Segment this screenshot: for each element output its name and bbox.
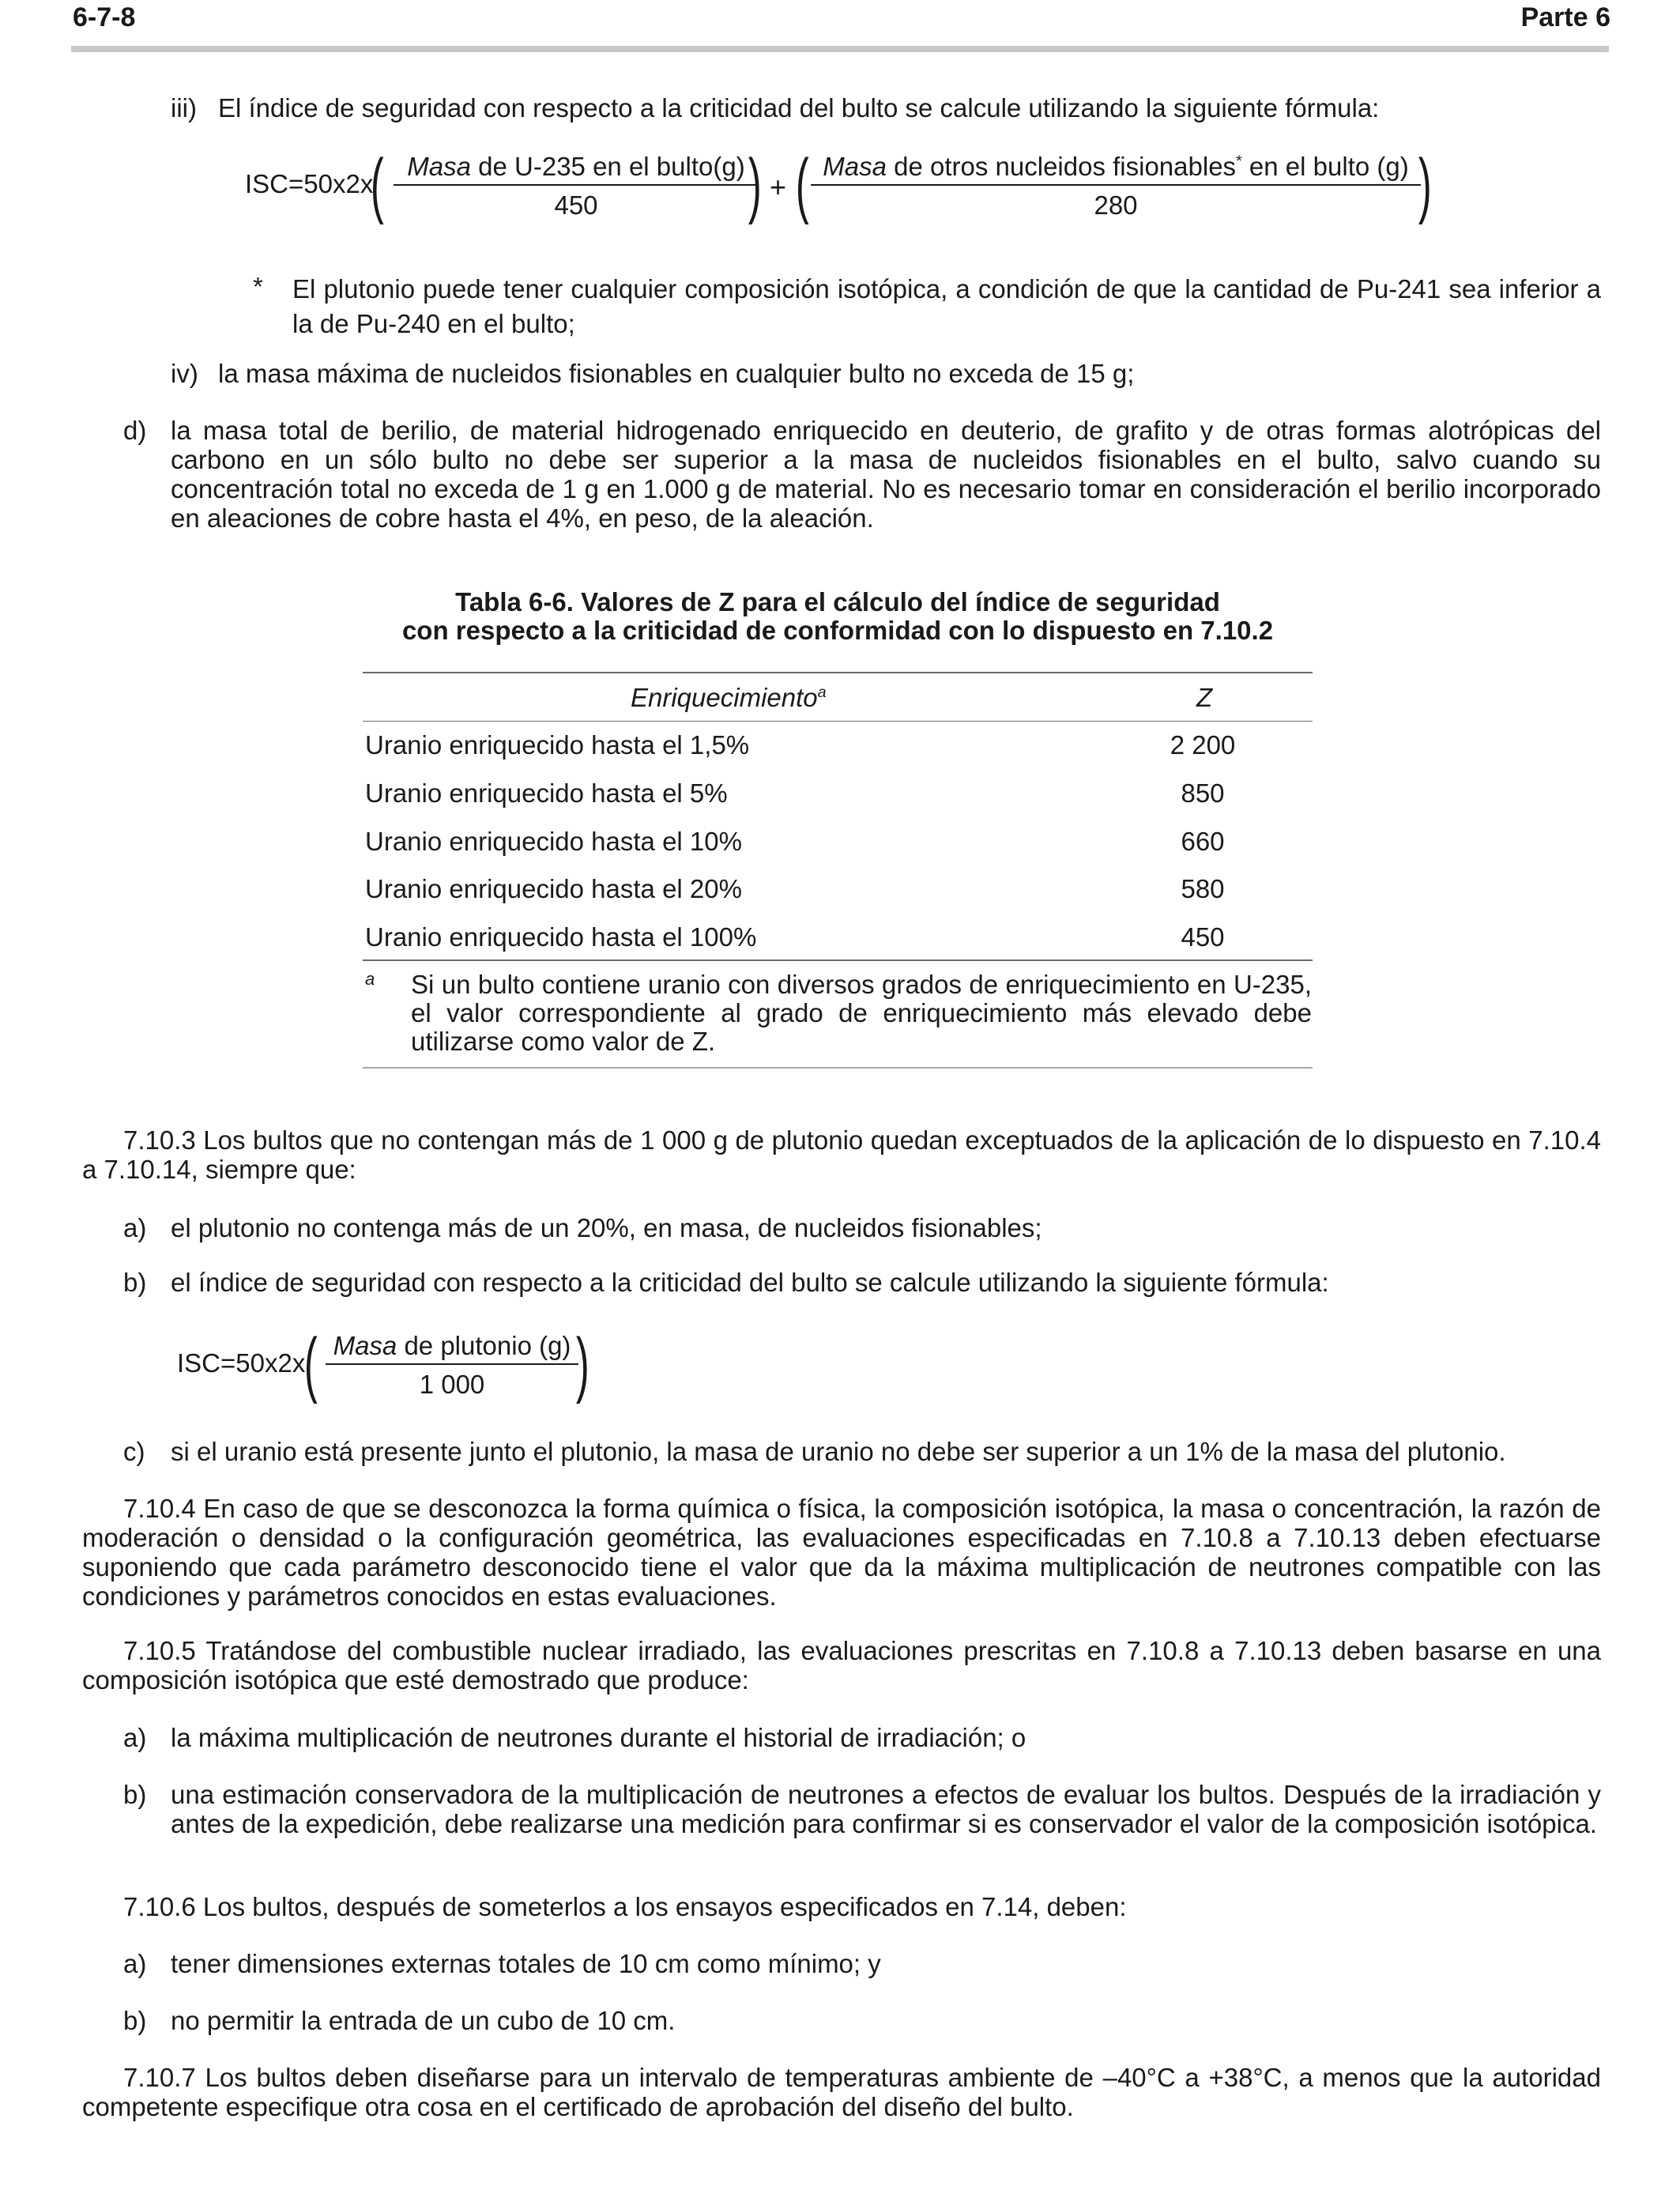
fraction-bar: [326, 1363, 578, 1365]
item-d-label: d): [123, 416, 147, 445]
table-row-z: 660: [1181, 827, 1225, 856]
masa-italic: Masa: [333, 1331, 397, 1360]
paragraph-7-10-3: 7.10.3 Los bultos que no contengan más de 1 000 g de plutonio quedan exceptuados de la aplicación de lo dispuesto en 7.10.4 a 7.10.14, siempre que:: [82, 1125, 1601, 1184]
table-note-mark: a: [365, 969, 375, 989]
table-note-text: Si un bulto contiene uranio con diversos grados de enriquecimiento en U-235, el valor correspondiente al grado de enriquecimiento más elevado debe utilizarse como valor de Z.: [411, 970, 1312, 1056]
right-paren: ): [748, 145, 762, 225]
col-header-z: Z: [1196, 683, 1213, 712]
masa-italic: Masa: [823, 152, 887, 181]
item-a-label: a): [123, 1723, 147, 1752]
formula-lhs: ISC=50x2x: [177, 1348, 306, 1378]
left-paren: (: [795, 145, 809, 225]
masa-italic: Masa: [407, 152, 471, 181]
paragraph-7-10-4: 7.10.4 En caso de que se desconozca la forma química o física, la composición isotópica, la masa o concentración, la razón de moderación o densidad o la configuración geométrica, las evaluaciones especificadas en 7.10.8 a 7.10.13 deben efectuarse suponiendo que cada parámetro desconocido tiene el valor que da la máxima multiplicación de neutrones compatible con las condiciones y parámetros conocidos en estas evaluaciones.: [82, 1494, 1601, 1611]
fraction-bar: [394, 184, 759, 186]
item-a-label: a): [123, 1213, 147, 1242]
part-title: Parte 6: [1520, 2, 1610, 32]
table-caption-line1: Tabla 6-6. Valores de Z para el cálculo del índice de seguridad: [455, 587, 1220, 616]
paragraph-7-10-5: 7.10.5 Tratándose del combustible nuclear irradiado, las evaluaciones prescritas en 7.10.8 a 7.10.13 deben basarse en una composición isotópica que esté demostrado que produce:: [82, 1636, 1601, 1695]
denominator: 1 000: [419, 1370, 485, 1399]
table-row-label: Uranio enriquecido hasta el 5%: [365, 778, 728, 808]
fraction-plutonium: [326, 1331, 578, 1399]
formula-isc-uranium: [0, 142, 1680, 225]
item-iv-label: iv): [171, 359, 198, 388]
item-b-text: el índice de seguridad con respecto a la criticidad del bulto se calcule utilizando la siguiente fórmula:: [171, 1268, 1329, 1297]
table-row-z: 450: [1181, 922, 1225, 952]
asterisk-mark: *: [1236, 153, 1242, 170]
item-a-label: a): [123, 1949, 147, 1978]
footnote-star-text: El plutonio puede tener cualquier composición isotópica, a condición de que la cantidad de Pu-241 sea inferior a la de Pu-240 en el bulto;: [292, 274, 1601, 338]
table-bottom-rule: [363, 959, 1313, 961]
denominator: 280: [1094, 190, 1138, 220]
right-paren: ): [1418, 145, 1432, 225]
footnote-star-mark: *: [253, 272, 263, 301]
table-row-z: 850: [1181, 778, 1225, 808]
item-iii-label: iii): [171, 93, 197, 123]
left-paren: (: [370, 145, 384, 225]
paragraph-7-10-7: 7.10.7 Los bultos deben diseñarse para un intervalo de temperaturas ambiente de –40°C a +38°C, a menos que la autoridad competente especifique otra cosa en el certificado de aprobación del diseño del bulto.: [82, 2063, 1601, 2121]
table-row-label: Uranio enriquecido hasta el 10%: [365, 827, 742, 856]
left-paren: (: [303, 1324, 318, 1404]
fraction-bar: [811, 184, 1421, 186]
item-a-text: la máxima multiplicación de neutrones durante el historial de irradiación; o: [171, 1723, 1026, 1752]
item-b-label: b): [123, 2006, 147, 2035]
formula-isc-plutonium: [0, 1321, 1680, 1404]
table-top-rule: [363, 672, 1313, 673]
item-a-text: el plutonio no contenga más de un 20%, en masa, de nucleidos fisionables;: [171, 1213, 1042, 1242]
header-rule: [71, 46, 1609, 52]
numerator-text: de U-235 en el bulto(g): [470, 152, 745, 181]
fraction-other-fissile: [811, 152, 1421, 220]
table-row-z: 580: [1181, 874, 1225, 903]
item-iv-text: la masa máxima de nucleidos fisionables en cualquier bulto no exceda de 15 g;: [218, 359, 1135, 388]
numerator-text: de otros nucleidos fisionables: [886, 152, 1237, 181]
page-number: 6-7-8: [73, 2, 136, 32]
table-note-rule: [363, 1067, 1313, 1069]
item-b-label: b): [123, 1780, 147, 1809]
item-c-text: si el uranio está presente junto el plutonio, la masa de uranio no debe ser superior a un 1% de la masa del plutonio.: [171, 1437, 1506, 1466]
item-b-text: no permitir la entrada de un cubo de 10 cm.: [171, 2006, 676, 2035]
item-c-label: c): [123, 1437, 145, 1466]
table-row-label: Uranio enriquecido hasta el 1,5%: [365, 730, 750, 760]
table-row-label: Uranio enriquecido hasta el 20%: [365, 874, 742, 903]
item-a-text: tener dimensiones externas totales de 10 cm como mínimo; y: [171, 1949, 881, 1978]
denominator: 450: [554, 190, 598, 220]
numerator-tail: en el bulto (g): [1241, 152, 1409, 181]
item-b-text: una estimación conservadora de la multiplicación de neutrones a efectos de evaluar los bultos. Después de la irradiación y antes de la expedición, debe realizarse una medición para confirmar si es conservador el valor de la composición isotópica.: [171, 1780, 1601, 1838]
formula-lhs: ISC=50x2x: [245, 169, 374, 198]
numerator-text: de plutonio (g): [397, 1331, 571, 1360]
item-b-label: b): [123, 1268, 147, 1297]
right-paren: ): [575, 1324, 590, 1404]
paragraph-7-10-6: 7.10.6 Los bultos, después de someterlos a los ensayos especificados en 7.14, deben:: [123, 1892, 1127, 1921]
table-caption-line2: con respecto a la criticidad de conformidad con lo dispuesto en 7.10.2: [401, 616, 1274, 645]
item-iii-text: El índice de seguridad con respecto a la criticidad del bulto se calcule utilizando la siguiente fórmula:: [218, 93, 1380, 123]
item-d-text: la masa total de berilio, de material hidrogenado enriquecido en deuterio, de grafito y de otras formas alotrópicas del carbono en un sólo bulto no debe ser superior a la masa de nucleidos fisionables en el bulto, salvo cuando su concentración total no exceda de 1 g en 1.000 g de material. No es necesario tomar en consideración el berilio incorporado en aleaciones de cobre hasta el 4%, en peso, de la aleación.: [171, 416, 1601, 533]
table-header-rule: [363, 721, 1313, 722]
table-row-label: Uranio enriquecido hasta el 100%: [365, 922, 757, 952]
col-header-enriquecimiento: Enriquecimiento$^a$: [631, 683, 827, 712]
fraction-u235: [394, 152, 759, 220]
table-row-z: 2 200: [1170, 730, 1236, 760]
plus-sign: +: [770, 171, 787, 203]
